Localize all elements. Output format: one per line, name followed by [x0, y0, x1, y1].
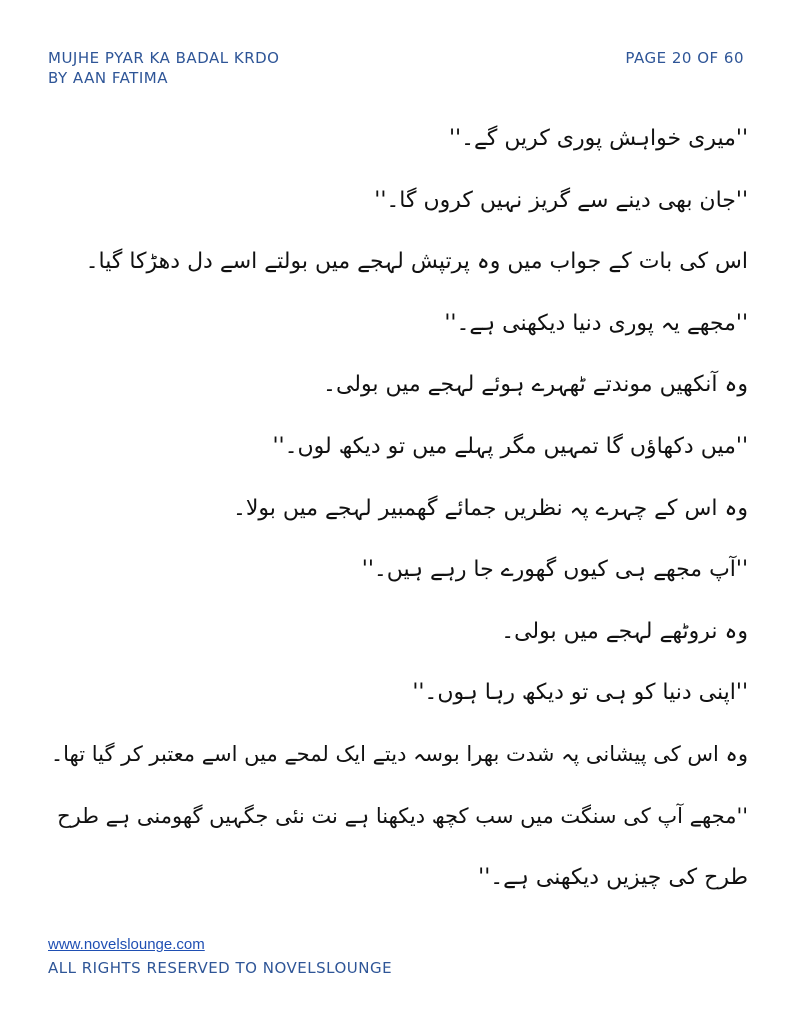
novel-body	[48, 108, 748, 909]
page-number: PAGE 20 OF 60	[625, 49, 744, 67]
text-line: وہ نروٹھے لہجے میں بولی۔	[501, 618, 748, 644]
footer	[48, 936, 392, 978]
text-line: ''جان بھی دینے سے گریز نہیں کروں گا۔''	[374, 187, 748, 213]
text-line: ''مجھے آپ کی سنگت میں سب کچھ دیکھنا ہے نت نئی جگہیں گھومنی ہے طرح	[57, 803, 748, 828]
text-line: ''آپ مجھے ہی کیوں گھورے جا رہے ہیں۔''	[361, 557, 748, 583]
header-right	[625, 48, 744, 68]
text-line: وہ اس کے چہرے پہ نظریں جمائے گھمبیر لہجے میں بولا۔	[232, 495, 748, 521]
text-line: وہ اس کی پیشانی پہ شدت بھرا بوسہ دیتے ایک لمحے میں اسے معتبر کر گیا تھا۔	[50, 741, 748, 766]
novel-title: MUJHE PYAR KA BADAL KRDO	[48, 49, 280, 67]
text-line: طرح کی چیزیں دیکھنی ہے۔''	[478, 865, 748, 891]
website-link[interactable]: www.novelslounge.com	[48, 936, 205, 953]
rights-notice: ALL RIGHTS RESERVED TO NOVELSLOUNGE	[48, 959, 393, 977]
author-name: BY AAN FATIMA	[48, 69, 168, 87]
text-line: ''میری خواہش پوری کریں گے۔''	[448, 126, 748, 151]
text-line: ''میں دکھاؤں گا تمہیں مگر پہلے میں تو دیکھ لوں۔''	[272, 433, 748, 459]
text-line: ''اپنی دنیا کو ہی تو دیکھ رہا ہوں۔''	[412, 680, 748, 706]
text-line: ''مجھے یہ پوری دنیا دیکھنی ہے۔''	[444, 310, 748, 336]
header-left	[48, 48, 279, 88]
text-line: اس کی بات کے جواب میں وہ پرتپش لہجے میں بولتے اسے دل دھڑکا گیا۔	[85, 249, 748, 275]
text-line: وہ آنکھیں موندتے ٹھہرے ہوئے لہجے میں بولی۔	[323, 372, 748, 398]
